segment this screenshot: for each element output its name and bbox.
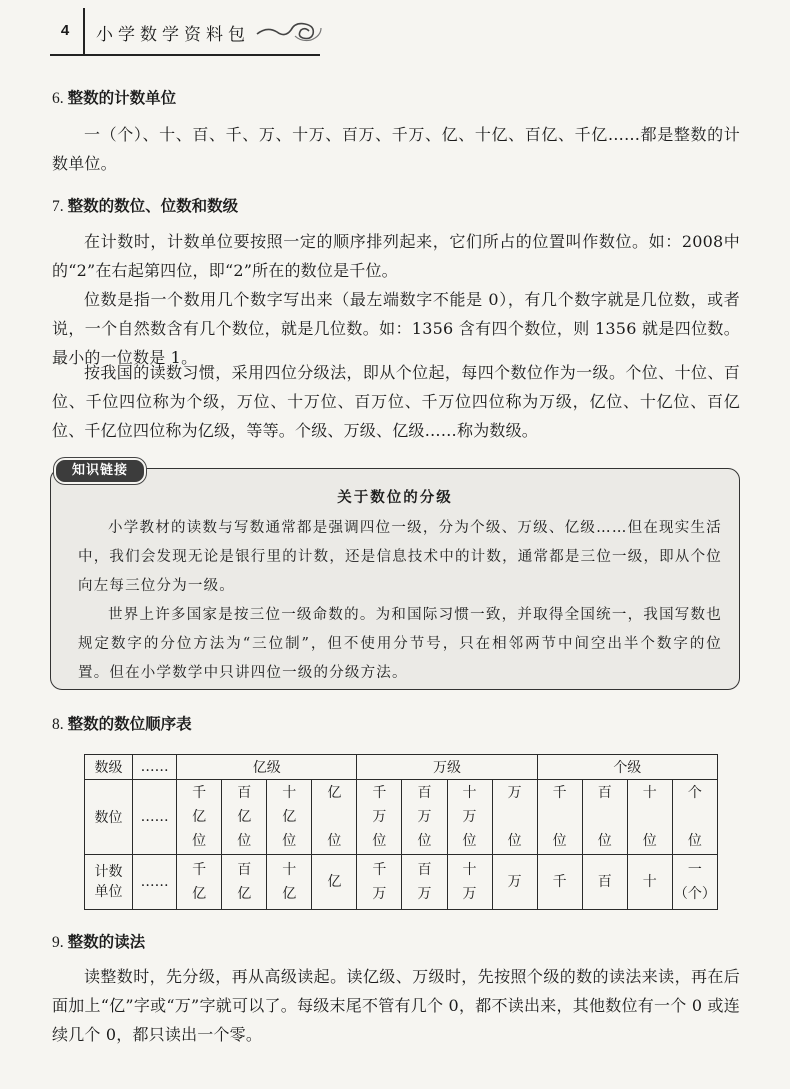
section-6-title: 6. 整数的计数单位 bbox=[52, 89, 177, 107]
place-char: 位 bbox=[552, 833, 567, 849]
place-cell bbox=[672, 780, 717, 855]
place-char: 位 bbox=[687, 833, 702, 849]
unit-cell bbox=[222, 855, 267, 910]
place-char: 十 bbox=[462, 785, 477, 801]
unit-char: 亿 bbox=[192, 886, 207, 902]
section-7-paragraph-3: 按我国的读数习惯，采用四位分级法，即从个位起，每四个数位作为一级。个位、十位、百位、千位四位称为个级，万位、十万位、百万位、千万位四位称为万级，亿位、十亿位、百亿位、千亿位四位称为亿级，等等。个级、万级、亿级……称为数级。 bbox=[52, 363, 740, 440]
unit-char: 万 bbox=[507, 874, 522, 890]
place-cell bbox=[627, 780, 672, 855]
section-8-title: 8. 整数的数位顺序表 bbox=[52, 715, 192, 733]
unit-char: 一 bbox=[687, 862, 702, 878]
knowledge-link-paragraph-1: 小学教材的读数与写数通常都是强调四位一级，分为个级、万级、亿级……但在现实生活中，我们会发现无论是银行里的计数，还是信息技术中的计数，通常都是三位一级，即从个位向左每三位分为一级。 bbox=[78, 520, 722, 594]
place-char: 位 bbox=[282, 833, 297, 849]
unit-char: 百 bbox=[237, 862, 252, 878]
unit-char: 十 bbox=[462, 862, 477, 878]
place-char: 千 bbox=[552, 785, 567, 801]
section-7-paragraph-1: 在计数时，计数单位要按照一定的顺序排列起来，它们所占的位置叫作数位。如：2008中的“2”在右起第四位，即“2”所在的数位是千位。 bbox=[52, 232, 740, 280]
unit-char: 千 bbox=[372, 862, 387, 878]
unit-char: 亿 bbox=[237, 886, 252, 902]
place-char: 个 bbox=[687, 785, 702, 801]
knowledge-link-title: 关于数位的分级 bbox=[337, 489, 453, 506]
knowledge-link-paragraph-2: 世界上许多国家是按三位一级命数的。为和国际习惯一致，并取得全国统一，我国写数也规定数字的分位方法为“三位制”，但不使用分节号，只在相邻两节中间空出半个数字的位置。但在小学数学中只讲四位一级的分级方法。 bbox=[78, 607, 722, 681]
unit-cell bbox=[312, 855, 357, 910]
place-cell bbox=[447, 780, 492, 855]
unit-char: 千 bbox=[552, 874, 567, 890]
unit-char: 亿 bbox=[282, 886, 297, 902]
place-char: 位 bbox=[327, 833, 342, 849]
unit-cell bbox=[627, 855, 672, 910]
table-row-places bbox=[85, 780, 718, 855]
cloud-ornament-icon bbox=[255, 14, 325, 44]
place-char: 万 bbox=[462, 809, 477, 825]
table-row-levels bbox=[85, 755, 718, 780]
unit-cell bbox=[267, 855, 312, 910]
place-char: 百 bbox=[417, 785, 432, 801]
place-char: 位 bbox=[192, 833, 207, 849]
place-char: 百 bbox=[237, 785, 252, 801]
place-char: 位 bbox=[462, 833, 477, 849]
level-wan: 万级 bbox=[357, 755, 537, 780]
unit-char: 万 bbox=[417, 886, 432, 902]
section-7-title: 7. 整数的数位、位数和数级 bbox=[52, 197, 239, 215]
place-char: 万 bbox=[507, 785, 522, 801]
place-char: 亿 bbox=[237, 809, 252, 825]
page-number: 4 bbox=[60, 22, 70, 39]
place-cell bbox=[267, 780, 312, 855]
unit-cell bbox=[357, 855, 402, 910]
place-char: 千 bbox=[372, 785, 387, 801]
place-char: 十 bbox=[642, 785, 657, 801]
book-title: 小学数学资料包 bbox=[96, 25, 250, 45]
unit-char: 百 bbox=[417, 862, 432, 878]
place-cell bbox=[402, 780, 447, 855]
level-yi: 亿级 bbox=[177, 755, 357, 780]
unit-char: （个） bbox=[673, 886, 716, 902]
place-char: 位 bbox=[642, 833, 657, 849]
place-cell bbox=[312, 780, 357, 855]
unit-cell bbox=[537, 855, 582, 910]
place-char: 万 bbox=[372, 809, 387, 825]
place-cell bbox=[492, 780, 537, 855]
level-ellipsis: …… bbox=[133, 755, 177, 780]
place-char: 亿 bbox=[192, 809, 207, 825]
place-ellipsis: …… bbox=[133, 780, 177, 855]
row-label-unit: 计数单位 bbox=[85, 855, 133, 910]
place-char: 亿 bbox=[327, 785, 342, 801]
place-cell bbox=[537, 780, 582, 855]
header-divider bbox=[83, 8, 85, 54]
unit-char: 万 bbox=[372, 886, 387, 902]
unit-cell bbox=[492, 855, 537, 910]
unit-char: 亿 bbox=[327, 874, 342, 890]
place-cell bbox=[357, 780, 402, 855]
section-9-paragraph-1: 读整数时，先分级，再从高级读起。读亿级、万级时，先按照个级的数的读法来读，再在后面加上“亿”字或“万”字就可以了。每级末尾不管有几个 0，都不读出来，其他数位有一个 0 或连续几个 0，都只读出一个零。 bbox=[52, 967, 740, 1044]
place-cell bbox=[222, 780, 267, 855]
place-char: 位 bbox=[417, 833, 432, 849]
unit-char: 十 bbox=[282, 862, 297, 878]
unit-char: 百 bbox=[597, 874, 612, 890]
row-label-level: 数级 bbox=[85, 755, 133, 780]
running-header bbox=[50, 8, 370, 48]
place-char: 十 bbox=[282, 785, 297, 801]
knowledge-link-badge: 知识链接 bbox=[54, 458, 146, 484]
unit-ellipsis: …… bbox=[133, 855, 177, 910]
place-char: 位 bbox=[372, 833, 387, 849]
unit-char: 十 bbox=[642, 874, 657, 890]
place-char: 位 bbox=[507, 833, 522, 849]
row-label-place: 数位 bbox=[85, 780, 133, 855]
unit-cell bbox=[672, 855, 717, 910]
unit-char: 千 bbox=[192, 862, 207, 878]
place-char: 千 bbox=[192, 785, 207, 801]
unit-cell bbox=[582, 855, 627, 910]
place-char: 位 bbox=[597, 833, 612, 849]
level-ge: 个级 bbox=[537, 755, 717, 780]
unit-char: 万 bbox=[462, 886, 477, 902]
place-cell bbox=[582, 780, 627, 855]
place-char: 位 bbox=[237, 833, 252, 849]
section-9-title: 9. 整数的读法 bbox=[52, 933, 146, 951]
section-7-paragraph-2: 位数是指一个数用几个数字写出来（最左端数字不能是 0），有几个数字就是几位数，或者说，一个自然数含有几个数位，就是几位数。如：1356 含有四个数位，则 1356 就是四位数。最小的一位数是 1。 bbox=[52, 290, 740, 367]
place-cell bbox=[177, 780, 222, 855]
place-char: 亿 bbox=[282, 809, 297, 825]
unit-cell bbox=[447, 855, 492, 910]
place-char: 万 bbox=[417, 809, 432, 825]
place-value-table bbox=[84, 754, 718, 910]
section-6-paragraph-1: 一（个）、十、百、千、万、十万、百万、千万、亿、十亿、百亿、千亿……都是整数的计数单位。 bbox=[52, 125, 740, 173]
unit-cell bbox=[402, 855, 447, 910]
place-char: 百 bbox=[597, 785, 612, 801]
unit-cell bbox=[177, 855, 222, 910]
header-underline bbox=[50, 54, 320, 56]
table-row-units bbox=[85, 855, 718, 910]
